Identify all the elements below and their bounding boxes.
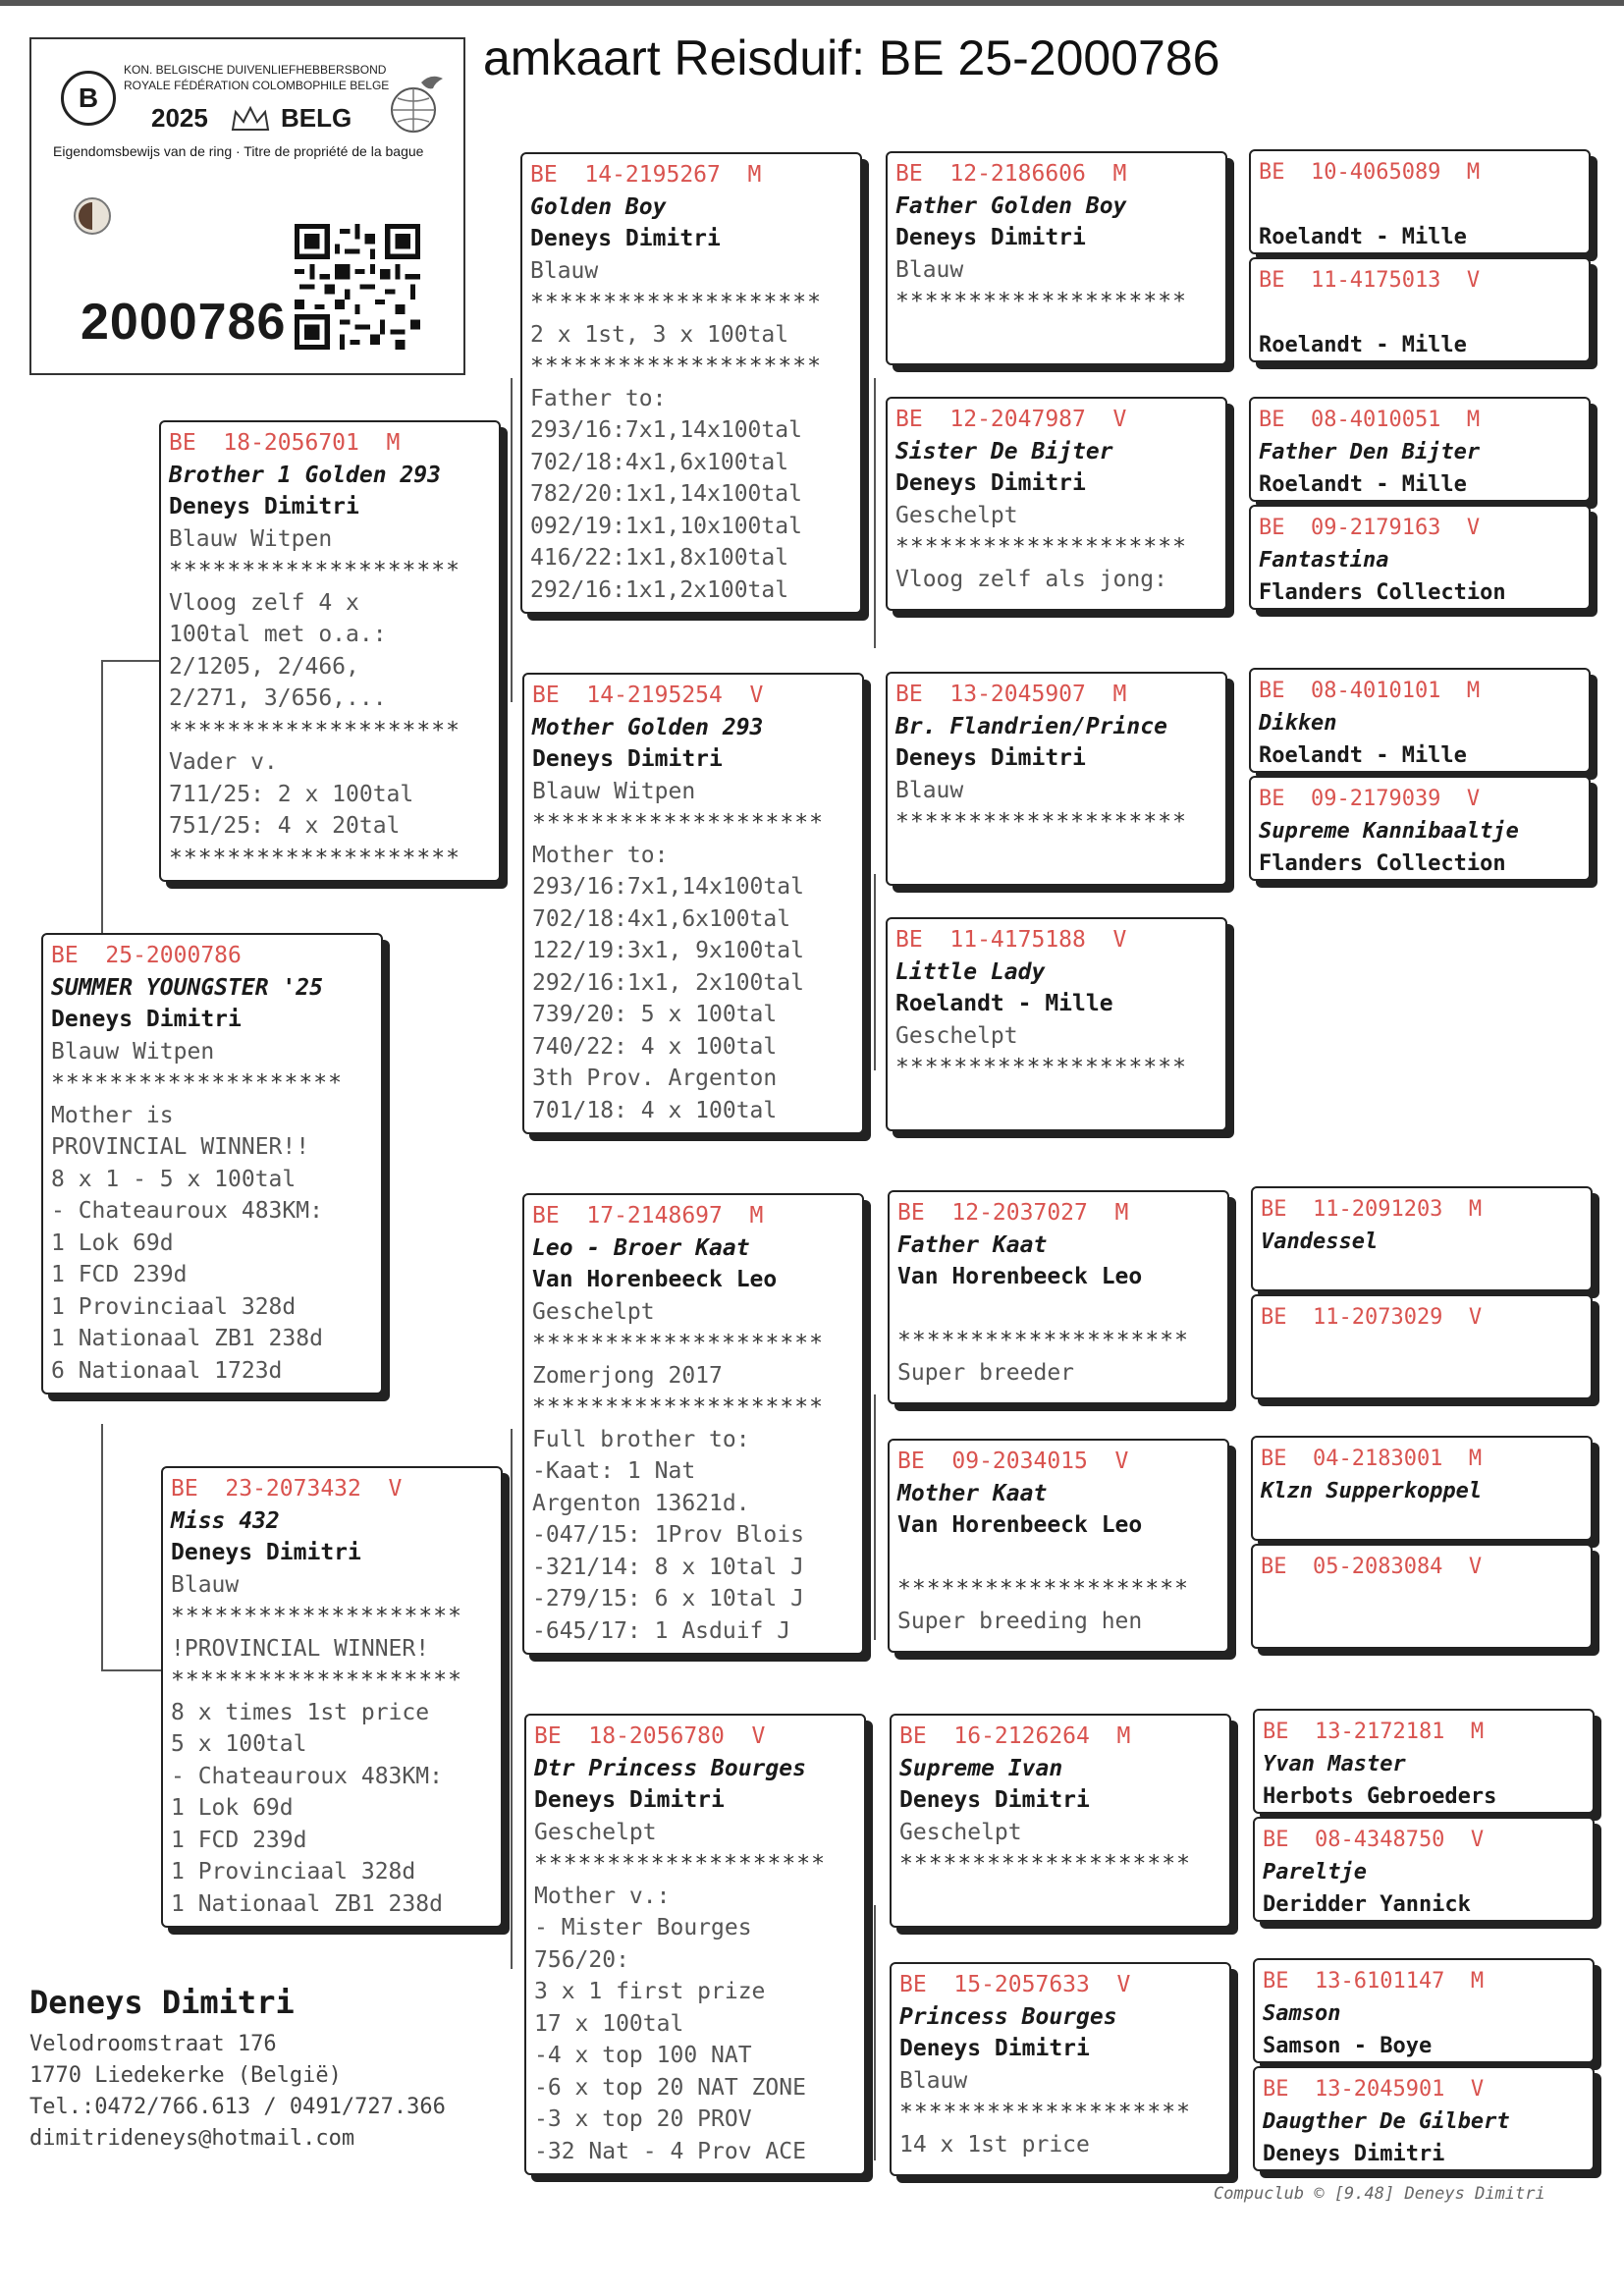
pigeon-name-line: Daugther De Gilbert bbox=[1263, 2109, 1510, 2134]
ring-id: BE 23-2073432 V bbox=[171, 1476, 403, 1502]
ring-id: BE 11-2091203 M bbox=[1261, 1197, 1483, 1222]
pigeon-separator: ******************** bbox=[897, 1576, 1189, 1602]
pigeon-separator: ******************** bbox=[895, 809, 1187, 835]
pigeon-note-line: 1 Nationaal ZB1 238d bbox=[51, 1326, 323, 1351]
pigeon-card-ggm-1 bbox=[886, 397, 1227, 611]
ring-id: BE 14-2195267 M bbox=[530, 162, 762, 188]
pigeon-note-line: 3th Prov. Argenton bbox=[532, 1066, 778, 1091]
pigeon-separator: ******************** bbox=[530, 354, 822, 379]
pigeon-card-subject bbox=[41, 933, 383, 1394]
pigeon-note-line: -279/15: 6 x 10tal J bbox=[532, 1586, 804, 1612]
pigeon-separator: ******************** bbox=[534, 1851, 826, 1877]
pigeon-name-line: Father Kaat bbox=[897, 1231, 1048, 1258]
scan-edge bbox=[0, 0, 1624, 6]
owner-name: Deneys Dimitri bbox=[29, 1984, 295, 2021]
pigeon-note-line: 756/20: bbox=[534, 1946, 629, 1973]
pigeon-owner-line: Roelandt - Mille bbox=[1259, 472, 1467, 497]
pigeon-name-line: Mother Golden 293 bbox=[532, 714, 764, 740]
pigeon-name-line: Vandessel bbox=[1261, 1229, 1379, 1254]
pigeon-separator: ******************** bbox=[899, 2100, 1191, 2125]
pigeon-note-line: 293/16:7x1,14x100tal bbox=[532, 874, 804, 900]
ring-id: BE 11-2073029 V bbox=[1261, 1305, 1483, 1330]
pigeon-note-line: Vloog zelf 4 x bbox=[169, 589, 359, 616]
pigeon-color-line: Blauw Witpen bbox=[169, 525, 333, 552]
ring-id: BE 12-2037027 M bbox=[897, 1200, 1129, 1226]
pigeon-card-ggf-1 bbox=[886, 151, 1227, 365]
pigeon-note-line: -3 x top 20 PROV bbox=[534, 2106, 752, 2132]
pigeon-note-line: 17 x 100tal bbox=[534, 2010, 684, 2037]
ring-country: BELG bbox=[281, 103, 352, 133]
pigeon-note-line: 293/16:7x1,14x100tal bbox=[530, 417, 802, 443]
pigeon-note-line: 1 FCD 239d bbox=[171, 1827, 307, 1853]
pigeon-note-line: Argenton 13621d. bbox=[532, 1490, 750, 1516]
pigeon-separator: ******************** bbox=[895, 534, 1187, 560]
ring-id: BE 09-2179163 V bbox=[1259, 516, 1481, 540]
pigeon-owner-line: Flanders Collection bbox=[1259, 580, 1506, 605]
connector-line bbox=[101, 660, 103, 935]
pigeon-owner-line: Roelandt - Mille bbox=[895, 991, 1113, 1016]
pigeon-card-gen4 bbox=[1251, 1186, 1593, 1291]
pigeon-owner-line: Van Horenbeeck Leo bbox=[532, 1267, 778, 1292]
pigeon-note-line: 740/22: 4 x 100tal bbox=[532, 1033, 778, 1060]
pigeon-note-line: 1 Provinciaal 328d bbox=[51, 1293, 297, 1320]
pigeon-name-line: Miss 432 bbox=[171, 1507, 280, 1534]
footer-credit: Compuclub © [9.48] Deneys Dimitri bbox=[1214, 2184, 1545, 2204]
pigeon-note-line: 5 x 100tal bbox=[171, 1731, 307, 1757]
pigeon-color-line: Blauw bbox=[895, 777, 964, 803]
pigeon-note-line: -32 Nat - 4 Prov ACE bbox=[534, 2138, 806, 2164]
pigeon-note-line: 292/16:1x1,2x100tal bbox=[530, 576, 789, 603]
owner-contact bbox=[29, 1984, 446, 2155]
pigeon-note-line: 2 x 1st, 3 x 100tal bbox=[530, 321, 789, 348]
pigeon-name-line: Mother Kaat bbox=[897, 1480, 1048, 1506]
pigeon-note-line: Super breeder bbox=[897, 1359, 1075, 1386]
pigeon-separator: ******************** bbox=[532, 1331, 824, 1356]
pigeon-name-line: Dtr Princess Bourges bbox=[534, 1755, 806, 1781]
ring-id: BE 25-2000786 bbox=[51, 943, 242, 968]
pigeon-note-line: 122/19:3x1, 9x100tal bbox=[532, 938, 804, 963]
pigeon-name-line: Leo - Broer Kaat bbox=[532, 1234, 750, 1261]
pigeon-name-line: SUMMER YOUNGSTER '25 bbox=[51, 974, 323, 1001]
pigeon-note-line: PROVINCIAL WINNER!! bbox=[51, 1134, 310, 1160]
pigeon-owner-line: Van Horenbeeck Leo bbox=[897, 1264, 1143, 1289]
pigeon-card-gen4 bbox=[1253, 1709, 1595, 1814]
federation-logo-icon: B bbox=[61, 71, 116, 126]
pigeon-separator: ******************** bbox=[895, 1055, 1187, 1080]
pigeon-note-line: 1 Lok 69d bbox=[171, 1795, 294, 1821]
pigeon-color-line: Geschelpt bbox=[895, 1022, 1018, 1049]
pigeon-note-line: !PROVINCIAL WINNER! bbox=[171, 1635, 430, 1662]
pigeon-card-gen4 bbox=[1249, 668, 1591, 773]
pigeon-note-line: 292/16:1x1, 2x100tal bbox=[532, 969, 804, 996]
ring-id: BE 11-4175188 V bbox=[895, 927, 1127, 953]
ring-id: BE 12-2186606 M bbox=[895, 161, 1127, 187]
pigeon-name-line: Supreme Kannibaaltje bbox=[1259, 819, 1519, 844]
pigeon-note-line: 416/22:1x1,8x100tal bbox=[530, 545, 789, 571]
pigeon-note-line: 8 x times 1st price bbox=[171, 1699, 430, 1725]
pigeon-note-line: Full brother to: bbox=[532, 1426, 750, 1452]
pigeon-card-ggm-3 bbox=[888, 1439, 1229, 1653]
ring-number: 2000786 bbox=[81, 294, 287, 351]
connector-line bbox=[101, 1424, 103, 1669]
pigeon-name-line: Yvan Master bbox=[1263, 1752, 1406, 1776]
pigeon-note-line: -4 x top 100 NAT bbox=[534, 2043, 752, 2068]
globe-pigeon-icon bbox=[382, 69, 451, 136]
federation-name-nl: KON. BELGISCHE DUIVENLIEFHEBBERSBOND bbox=[124, 63, 387, 77]
pigeon-separator: ******************** bbox=[532, 810, 824, 836]
pigeon-card-father bbox=[159, 420, 501, 882]
pigeon-name-line: Brother 1 Golden 293 bbox=[169, 462, 441, 488]
ring-id: BE 18-2056780 V bbox=[534, 1723, 766, 1749]
pigeon-note-line: Vloog zelf als jong: bbox=[895, 566, 1167, 592]
pigeon-card-ggm-4 bbox=[890, 1962, 1231, 2176]
ownership-text: Eigendomsbewijs van de ring · Titre de propriété de la bague bbox=[53, 143, 424, 159]
pigeon-card-gen4 bbox=[1253, 1817, 1595, 1922]
pigeon-card-gen4 bbox=[1251, 1294, 1593, 1399]
pigeon-separator: ******************** bbox=[897, 1328, 1189, 1353]
pigeon-owner-line: Deneys Dimitri bbox=[51, 1007, 242, 1032]
ring-id: BE 13-2045901 V bbox=[1263, 2077, 1485, 2102]
pigeon-card-gen4 bbox=[1253, 1958, 1595, 2063]
page-title: amkaart Reisduif: BE 25-2000786 bbox=[483, 30, 1220, 85]
pigeon-color-line: Blauw Witpen bbox=[532, 778, 696, 804]
owner-email: dimitrideneys@hotmail.com bbox=[29, 2126, 355, 2151]
pigeon-note-line: 3 x 1 first prize bbox=[534, 1979, 766, 2004]
pigeon-note-line: Zomerjong 2017 bbox=[532, 1362, 723, 1389]
ring-id: BE 13-2172181 M bbox=[1263, 1720, 1485, 1744]
pigeon-card-grandfather-paternal bbox=[520, 152, 862, 614]
connector-line bbox=[511, 1429, 513, 1969]
pigeon-card-gen4 bbox=[1249, 149, 1591, 254]
pigeon-card-ggf-3 bbox=[888, 1190, 1229, 1404]
pigeon-name-line: Dikken bbox=[1259, 711, 1337, 736]
ring-id: BE 18-2056701 M bbox=[169, 430, 401, 456]
pigeon-name-line: Supreme Ivan bbox=[899, 1755, 1063, 1781]
pigeon-owner-line: Deneys Dimitri bbox=[532, 746, 723, 772]
pigeon-name-line: Little Lady bbox=[895, 958, 1046, 985]
pigeon-note-line: - Chateauroux 483KM: bbox=[51, 1198, 323, 1224]
pigeon-separator: ******************** bbox=[171, 1667, 462, 1693]
connector-line bbox=[874, 378, 876, 648]
hologram-sticker bbox=[71, 194, 114, 238]
pigeon-separator: ******************** bbox=[171, 1604, 462, 1629]
pigeon-note-line: -645/17: 1 Asduif J bbox=[532, 1617, 791, 1644]
pigeon-color-line: Blauw bbox=[895, 256, 964, 283]
pigeon-note-line: 1 FCD 239d bbox=[51, 1262, 188, 1287]
pigeon-name-line: Golden Boy bbox=[530, 193, 667, 220]
pigeon-note-line bbox=[1259, 297, 1581, 329]
pigeon-card-gen4 bbox=[1251, 1436, 1593, 1541]
pigeon-note-line: 782/20:1x1,14x100tal bbox=[530, 481, 802, 507]
ring-id: BE 08-4348750 V bbox=[1263, 1828, 1485, 1852]
pigeon-note-line: - Mister Bourges bbox=[534, 1915, 752, 1940]
crown-icon bbox=[230, 104, 271, 134]
pigeon-color-line: Blauw bbox=[171, 1571, 240, 1598]
pigeon-note-line: 1 Provinciaal 328d bbox=[171, 1859, 416, 1885]
ring-header bbox=[43, 49, 452, 157]
ring-id: BE 11-4175013 V bbox=[1259, 268, 1481, 293]
pigeon-owner-line: Deneys Dimitri bbox=[895, 745, 1086, 771]
pigeon-note-line: 2/1205, 2/466, bbox=[169, 653, 359, 680]
pigeon-note-line: -6 x top 20 NAT ZONE bbox=[534, 2074, 806, 2101]
pigeon-note-line: Mother v.: bbox=[534, 1883, 671, 1909]
pigeon-color-line: Blauw bbox=[899, 2067, 968, 2094]
pigeon-name-line: Father Den Bijter bbox=[1259, 440, 1481, 464]
pigeon-note-line: 2/271, 3/656,... bbox=[169, 685, 387, 711]
ring-id: BE 12-2047987 V bbox=[895, 407, 1127, 432]
pigeon-name-line: Pareltje bbox=[1263, 1860, 1367, 1885]
pigeon-name-line: Samson bbox=[1263, 2001, 1341, 2026]
pigeon-owner-line: Samson - Boye bbox=[1263, 2034, 1433, 2058]
connector-line bbox=[511, 378, 513, 702]
pigeon-separator: ******************** bbox=[169, 845, 460, 871]
pigeon-note-line: -321/14: 8 x 10tal J bbox=[532, 1554, 804, 1580]
pigeon-note-line: Father to: bbox=[530, 385, 667, 411]
pigeon-note-line bbox=[897, 1293, 1219, 1326]
pigeon-name-line: Klzn Supperkoppel bbox=[1261, 1479, 1483, 1503]
connector-line bbox=[101, 660, 160, 662]
pigeon-card-gen4 bbox=[1249, 776, 1591, 881]
ring-id: BE 10-4065089 M bbox=[1259, 160, 1481, 185]
pigeon-owner-line: Herbots Gebroeders bbox=[1263, 1784, 1497, 1809]
pigeon-note-line: 702/18:4x1,6x100tal bbox=[532, 905, 791, 932]
ring-id: BE 09-2034015 V bbox=[897, 1448, 1129, 1474]
pigeon-color-line: Geschelpt bbox=[899, 1819, 1022, 1845]
pigeon-note-line: 702/18:4x1,6x100tal bbox=[530, 449, 789, 475]
pigeon-name-line: Father Golden Boy bbox=[895, 192, 1127, 219]
pigeon-separator: ******************** bbox=[899, 1851, 1191, 1877]
pigeon-owner-line: Deneys Dimitri bbox=[534, 1787, 725, 1813]
pigeon-card-gen4 bbox=[1249, 257, 1591, 362]
ring-id: BE 13-6101147 M bbox=[1263, 1969, 1485, 1994]
pigeon-card-gen4 bbox=[1249, 505, 1591, 610]
owner-phone: Tel.:0472/766.613 / 0491/727.366 bbox=[29, 2095, 446, 2119]
pigeon-note-line: 1 Nationaal ZB1 238d bbox=[171, 1890, 443, 1917]
pigeon-card-mother bbox=[161, 1466, 503, 1928]
pigeon-card-grandmother-maternal bbox=[524, 1714, 866, 2175]
ring-id: BE 17-2148697 M bbox=[532, 1203, 764, 1229]
ring-year: 2025 bbox=[151, 103, 208, 133]
ring-id: BE 13-2045907 M bbox=[895, 682, 1127, 707]
pigeon-note-line: Super breeding hen bbox=[897, 1608, 1143, 1634]
pigeon-name-line: Sister De Bijter bbox=[895, 438, 1113, 464]
pigeon-name-line: Princess Bourges bbox=[899, 2003, 1117, 2030]
pigeon-note-line: 701/18: 4 x 100tal bbox=[532, 1097, 778, 1123]
pigeon-owner-line: Deneys Dimitri bbox=[1263, 2142, 1445, 2166]
pigeon-separator: ******************** bbox=[51, 1070, 343, 1096]
pigeon-note-line bbox=[1259, 189, 1581, 221]
pigeon-color-line: Geschelpt bbox=[895, 502, 1018, 528]
pigeon-note-line: 14 x 1st price bbox=[899, 2131, 1090, 2158]
ring-id: BE 09-2179039 V bbox=[1259, 787, 1481, 811]
pigeon-name-line: Br. Flandrien/Prince bbox=[895, 713, 1167, 739]
pigeon-owner-line: Deneys Dimitri bbox=[895, 470, 1086, 496]
ring-id: BE 08-4010101 M bbox=[1259, 679, 1481, 703]
ring-id: BE 15-2057633 V bbox=[899, 1972, 1131, 1997]
ring-id: BE 08-4010051 M bbox=[1259, 408, 1481, 432]
pigeon-color-line: Blauw bbox=[530, 257, 599, 284]
connector-line bbox=[874, 1905, 876, 2160]
ring-id: BE 14-2195254 V bbox=[532, 683, 764, 708]
pigeon-note-line: -047/15: 1Prov Blois bbox=[532, 1522, 804, 1548]
pigeon-note-line: 8 x 1 - 5 x 100tal bbox=[51, 1166, 297, 1192]
pigeon-separator: ******************** bbox=[895, 289, 1187, 314]
pigeon-note-line: Mother to: bbox=[532, 842, 669, 868]
pigeon-separator: ******************** bbox=[169, 717, 460, 743]
pigeon-owner-line: Roelandt - Mille bbox=[1259, 743, 1467, 768]
pigeon-separator: ******************** bbox=[530, 290, 822, 315]
pigeon-owner-line: Deneys Dimitri bbox=[899, 1787, 1090, 1813]
pigeon-note-line: 711/25: 2 x 100tal bbox=[169, 781, 414, 807]
pigeon-color-line: Blauw Witpen bbox=[51, 1038, 215, 1065]
pigeon-owner-line: Deneys Dimitri bbox=[169, 494, 359, 519]
pigeon-owner-line: Van Horenbeeck Leo bbox=[897, 1512, 1143, 1538]
pigeon-separator: ******************** bbox=[169, 558, 460, 583]
ring-id: BE 04-2183001 M bbox=[1261, 1447, 1483, 1471]
pigeon-owner-line: Deneys Dimitri bbox=[171, 1540, 361, 1565]
pigeon-note-line: 751/25: 4 x 20tal bbox=[169, 813, 401, 839]
connector-line bbox=[874, 1394, 876, 1640]
pigeon-card-gen4 bbox=[1251, 1544, 1593, 1649]
pigeon-card-gen4 bbox=[1249, 397, 1591, 502]
pigeon-card-grandfather-maternal bbox=[522, 1193, 864, 1655]
pigeon-name-line: Fantastina bbox=[1259, 548, 1389, 573]
pigeon-owner-line: Flanders Collection bbox=[1259, 851, 1506, 876]
pigeon-owner-line: Deneys Dimitri bbox=[530, 226, 721, 251]
pigeon-card-ggm-2 bbox=[886, 917, 1227, 1131]
connector-line bbox=[101, 1669, 162, 1671]
federation-name-fr: ROYALE FÉDÉRATION COLOMBOPHILE BELGE bbox=[124, 79, 390, 92]
pigeon-card-gen4 bbox=[1253, 2066, 1595, 2171]
ring-id: BE 05-2083084 V bbox=[1261, 1555, 1483, 1579]
pigeon-separator: ******************** bbox=[532, 1394, 824, 1420]
pigeon-card-grandmother-paternal bbox=[522, 673, 864, 1134]
pigeon-card-ggf-4 bbox=[890, 1714, 1231, 1928]
pigeon-note-line bbox=[897, 1542, 1219, 1574]
pigeon-note-line: Vader v. bbox=[169, 749, 278, 775]
qr-code-icon bbox=[295, 224, 420, 350]
connector-line bbox=[874, 874, 876, 1070]
pigeon-color-line: Geschelpt bbox=[532, 1298, 655, 1325]
pigeon-owner-line: Deridder Yannick bbox=[1263, 1892, 1471, 1917]
ring-id: BE 16-2126264 M bbox=[899, 1723, 1131, 1749]
pigeon-note-line: - Chateauroux 483KM: bbox=[171, 1763, 443, 1789]
pigeon-color-line: Geschelpt bbox=[534, 1819, 657, 1845]
ring-certificate bbox=[29, 37, 465, 375]
pigeon-note-line: Mother is bbox=[51, 1102, 174, 1128]
pigeon-note-line: 092/19:1x1,10x100tal bbox=[530, 513, 802, 539]
pigeon-note-line: 6 Nationaal 1723d bbox=[51, 1357, 283, 1384]
pigeon-note-line: 100tal met o.a.: bbox=[169, 622, 387, 647]
owner-street: Velodroomstraat 176 bbox=[29, 2032, 277, 2056]
pigeon-owner-line: Roelandt - Mille bbox=[1259, 333, 1467, 357]
owner-city: 1770 Liedekerke (België) bbox=[29, 2063, 342, 2088]
pigeon-note-line: 1 Lok 69d bbox=[51, 1229, 174, 1256]
pigeon-card-ggf-2 bbox=[886, 672, 1227, 886]
pigeon-owner-line: Deneys Dimitri bbox=[895, 225, 1086, 250]
pigeon-owner-line: Deneys Dimitri bbox=[899, 2036, 1090, 2061]
pigeon-note-line: -Kaat: 1 Nat bbox=[532, 1458, 696, 1484]
pigeon-note-line: 739/20: 5 x 100tal bbox=[532, 1002, 778, 1027]
pigeon-owner-line: Roelandt - Mille bbox=[1259, 225, 1467, 249]
